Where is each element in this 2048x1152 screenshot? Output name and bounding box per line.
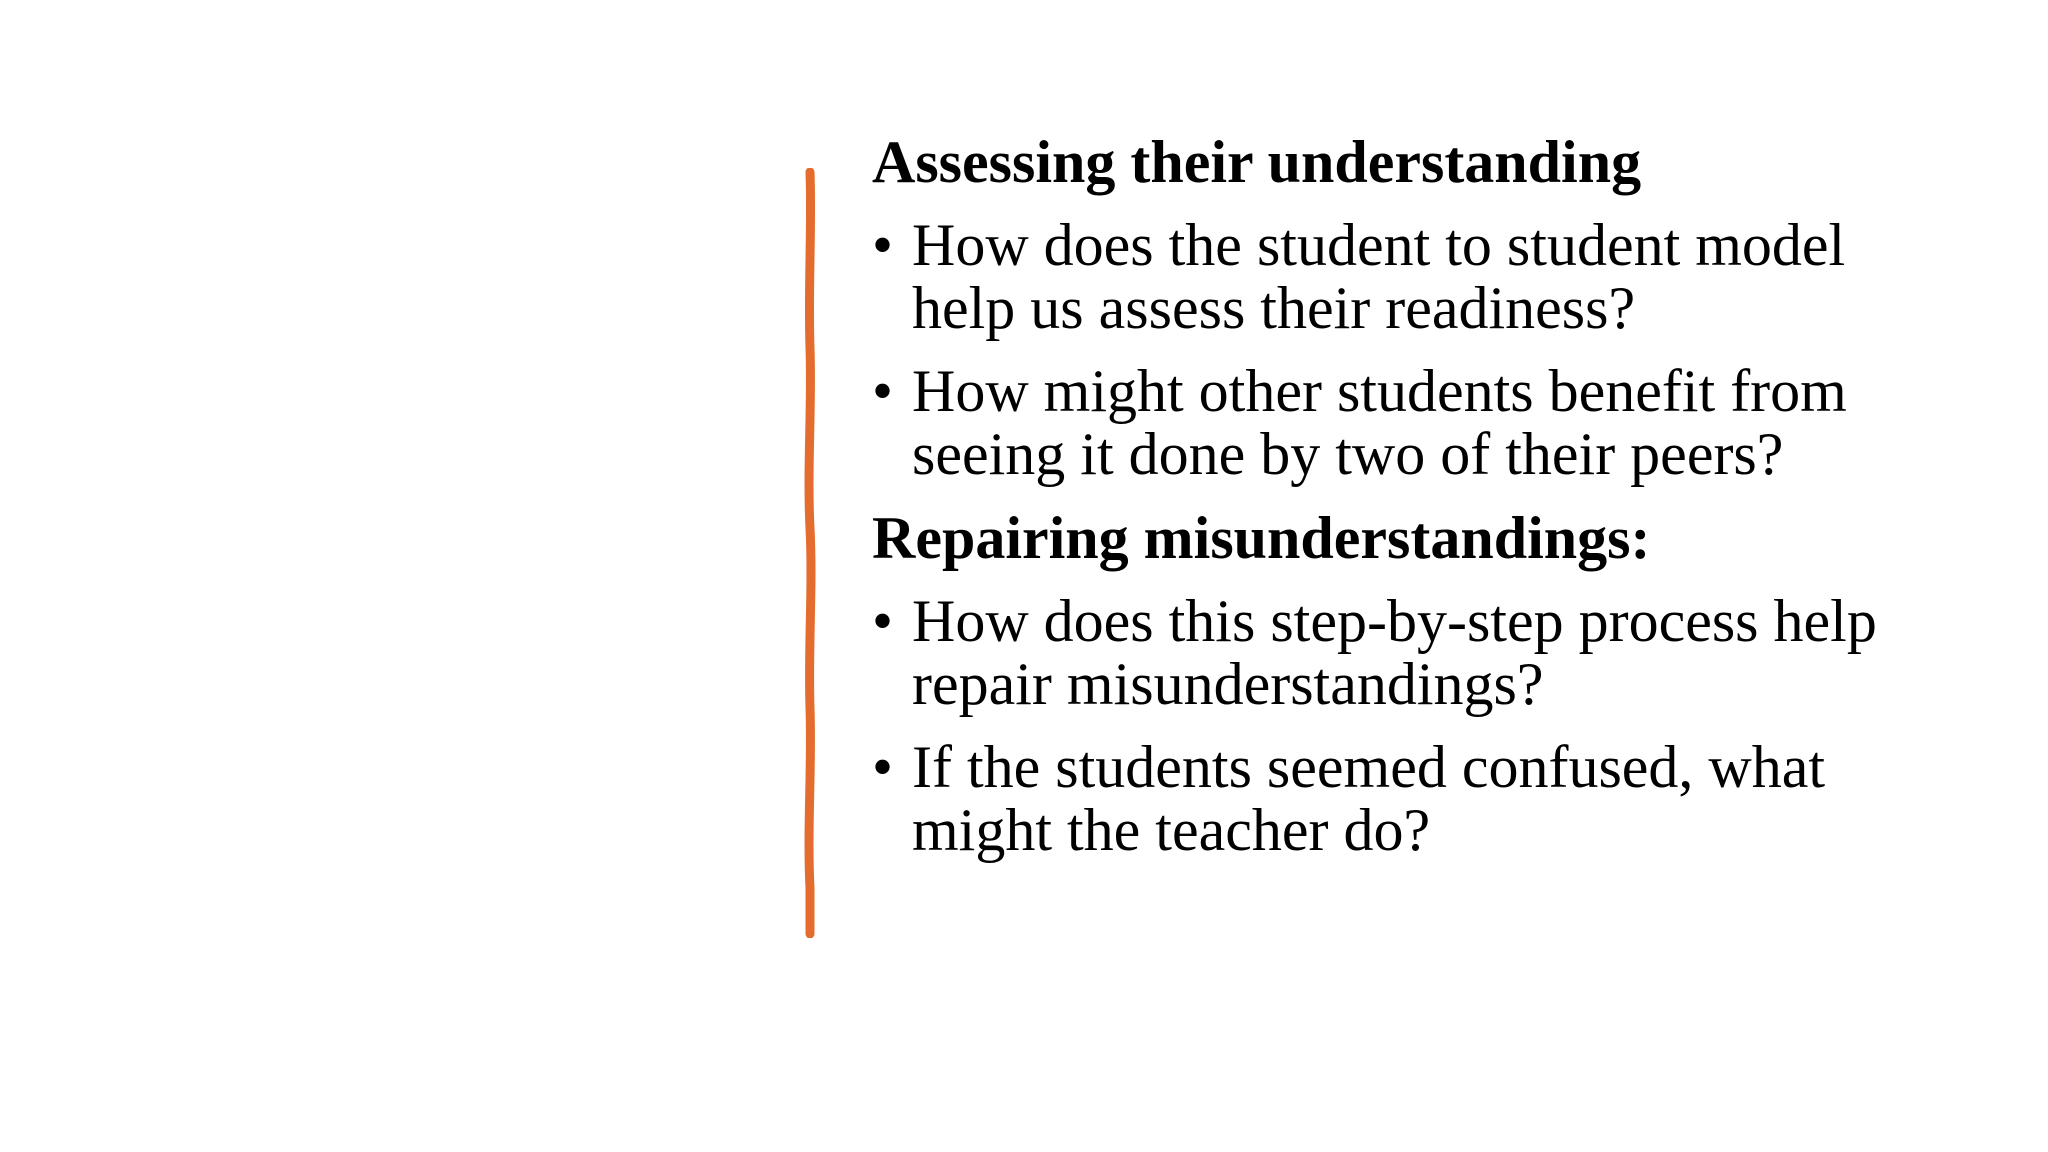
bullet-dot: • [872,212,894,278]
accent-stroke [809,172,811,934]
bullet-dot: • [872,734,894,800]
bullet-list-assessing [872,214,1952,486]
bullet-item [872,736,1952,862]
bullet-dot: • [872,588,894,654]
section-heading-assessing: Assessing their understanding [872,129,1642,195]
bullet-text: How might other students benefit from seeing it done by two of their peers? [912,358,1847,487]
bullet-item [872,360,1952,486]
bullet-list-repairing [872,590,1952,862]
bullet-text: How does this step-by-step process help repair misunderstandings? [912,588,1877,717]
bullet-item [872,214,1952,340]
vertical-accent-line [798,168,822,938]
bullet-text: How does the student to student model help us assess their readiness? [912,212,1846,341]
slide-content [872,124,1952,862]
bullet-item [872,590,1952,716]
bullet-text: If the students seemed confused, what might the teacher do? [912,734,1826,863]
bullet-dot: • [872,358,894,424]
section-heading-repairing: Repairing misunderstandings: [872,505,1651,571]
